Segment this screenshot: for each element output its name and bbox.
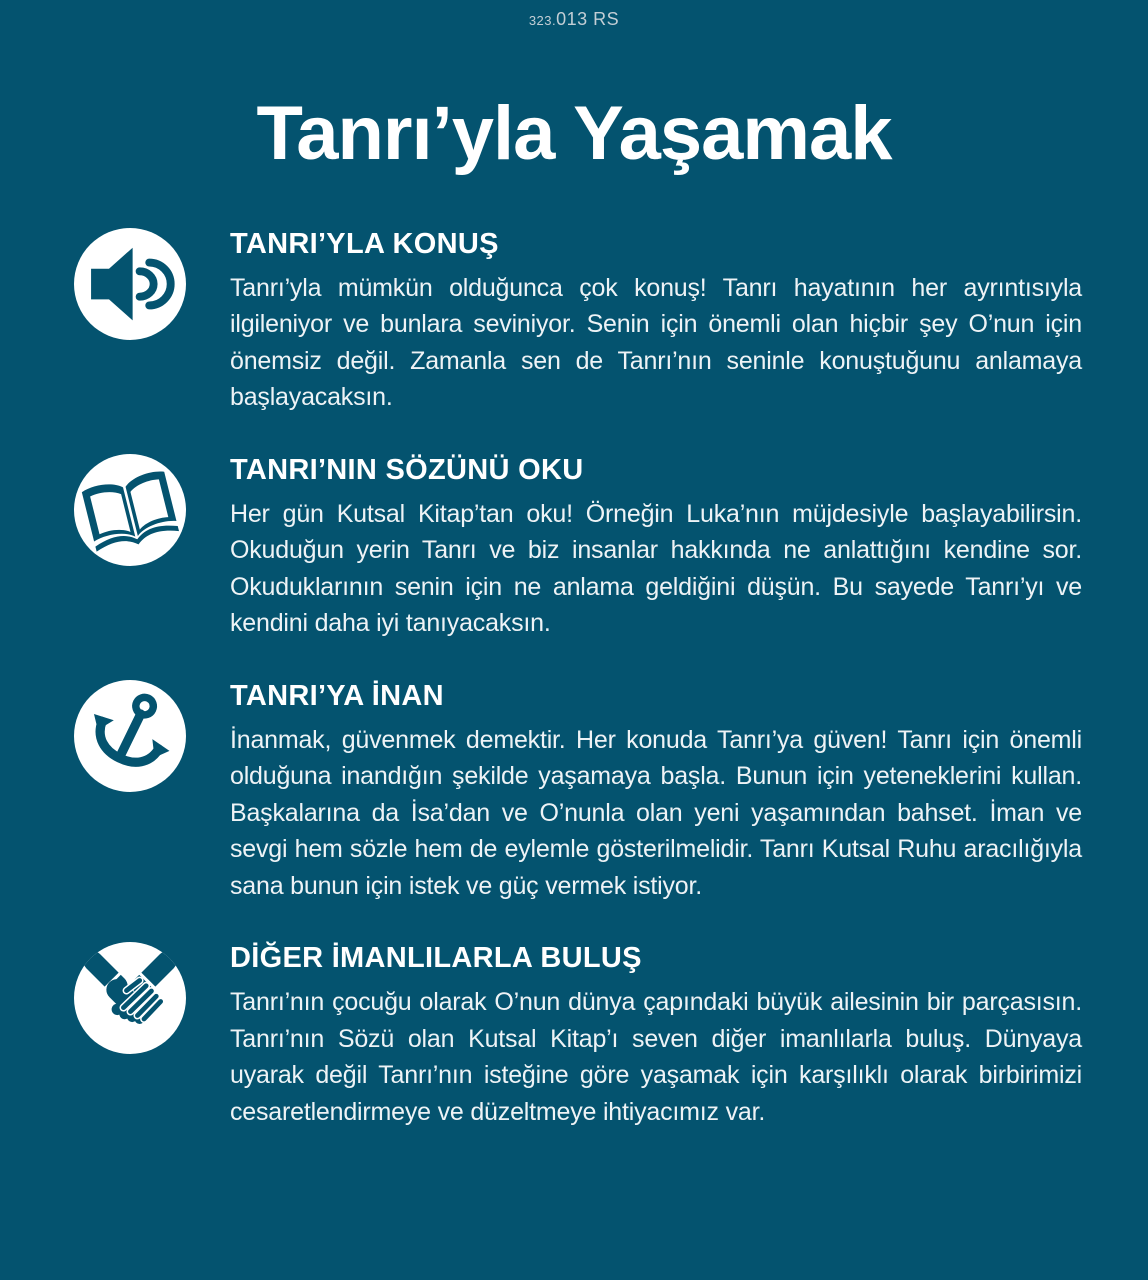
open-book-icon	[74, 454, 186, 566]
document-code-number: 013 RS	[556, 9, 620, 29]
document-code-prefix: 323.	[528, 13, 557, 28]
section-text	[230, 228, 1082, 416]
section-believe-in-god	[0, 680, 1148, 905]
section-heading: TANRI’YLA KONUŞ	[230, 227, 499, 260]
section-text	[230, 942, 1082, 1130]
section-heading: TANRI’YA İNAN	[230, 679, 444, 712]
section-heading: DİĞER İMANLILARLA BULUŞ	[230, 942, 642, 975]
section-meet-other-believers	[0, 942, 1148, 1130]
section-read-gods-word	[0, 454, 1148, 642]
section-body: Tanrı’yla mümkün olduğunca çok konuş! Tanrı hayatının her ayrıntısıyla ilgileniyor ve bunlara seviniyor. Senin için önemli olan hiçbir şey O’nun için önemsiz değil. Zamanla sen de Tanrı’nın seninle konuştuğunu anlamaya başlayacaksın.	[230, 273, 1082, 412]
speaker-icon	[74, 228, 186, 340]
section-body: İnanmak, güvenmek demektir. Her konuda Tanrı’ya güven! Tanrı için önemli olduğuna inandığın şekilde yaşamaya başla. Bunun için yeteneklerini kullan. Başkalarına da İsa’dan ve O’nunla olan yeni yaşamından bahset. İman ve sevgi hem sözle hem de eylemle gösterilmelidir. Tanrı Kutsal Ruhu aracılığıyla sana bunun için istek ve güç vermek istiyor.	[230, 725, 1082, 900]
section-body: Her gün Kutsal Kitap’tan oku! Örneğin Luka’nın müjdesiyle başlayabilirsin. Okuduğun yerin Tanrı ve biz insanlar hakkında ne anlattığını kendine sor. Okuduklarının senin için ne anlama geldiğini düşün. Bu sayede Tanrı’yı ve kendini daha iyi tanıyacaksın.	[230, 499, 1082, 638]
document-code	[0, 0, 1148, 30]
section-text	[230, 680, 1082, 905]
section-talk-with-god	[0, 228, 1148, 416]
section-body: Tanrı’nın çocuğu olarak O’nun dünya çapındaki büyük ailesinin bir parçasısın. Tanrı’nın Sözü olan Kutsal Kitap’ı seven diğer imanlılarla buluş. Dünyaya uyarak değil Tanrı’nın isteğine göre yaşamak için karşılıklı olarak birbirimizi cesaretlendirmeye ve düzeltmeye ihtiyacımız var.	[230, 988, 1082, 1126]
section-list	[0, 228, 1148, 1131]
page-title: Tanrı’yla Yaşamak	[256, 91, 892, 176]
anchor-icon	[74, 680, 186, 792]
section-heading: TANRI’NIN SÖZÜNÜ OKU	[230, 453, 584, 486]
section-text	[230, 454, 1082, 642]
handshake-icon	[74, 942, 186, 1054]
